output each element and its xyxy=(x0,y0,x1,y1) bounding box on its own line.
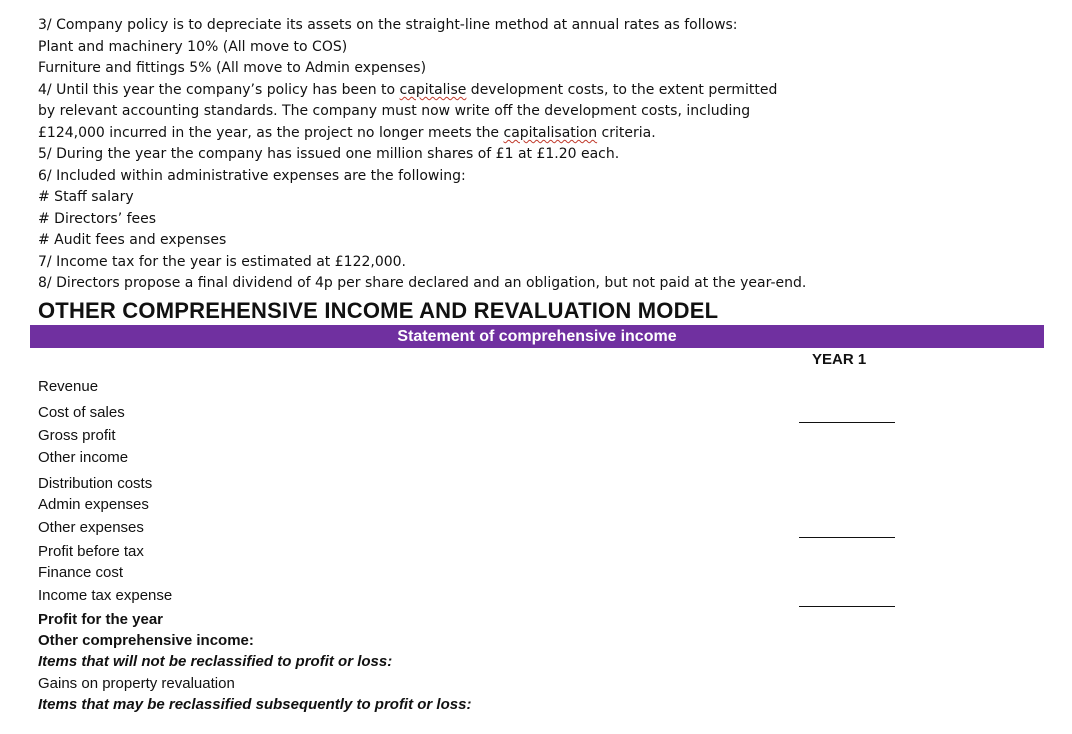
row-cost-of-sales: Cost of sales xyxy=(38,404,125,421)
row-gross-profit: Gross profit xyxy=(38,427,116,444)
subtotal-rule-profit-for-year xyxy=(799,606,895,607)
note-6-staff-salary: # Staff salary xyxy=(38,189,134,205)
row-revenue: Revenue xyxy=(38,378,99,395)
note-4-line-3-before: £124,000 incurred in the year, as the project no longer meets the xyxy=(38,125,504,141)
note-6-audit-fees: # Audit fees and expenses xyxy=(38,232,227,248)
note-6-directors-fees: # Directors’ fees xyxy=(38,211,157,227)
note-8: 8/ Directors propose a final dividend of 4p per share declared and an obligation, but not paid at the year-end. xyxy=(38,275,807,291)
row-other-income: Other income xyxy=(38,449,129,466)
note-4-text-before: 4/ Until this year the company’s policy has been to xyxy=(38,82,400,98)
note-7: 7/ Income tax for the year is estimated at £122,000. xyxy=(38,254,406,270)
note-4-line-3 xyxy=(38,124,656,142)
row-oci-heading: Other comprehensive income: xyxy=(38,632,254,649)
spelling-flag-capitalise[interactable]: capitalise xyxy=(399,82,467,98)
note-3: 3/ Company policy is to depreciate its assets on the straight-line method at annual rates as follows: xyxy=(38,17,738,33)
subtotal-rule-gross-profit xyxy=(799,422,895,423)
subtotal-rule-profit-before-tax xyxy=(799,537,895,538)
note-4-line-3-after: criteria. xyxy=(597,125,656,141)
row-gains-on-revaluation: Gains on property revaluation xyxy=(38,675,235,692)
note-4-line-2: by relevant accounting standards. The company must now write off the development costs, including xyxy=(38,103,751,119)
section-heading: OTHER COMPREHENSIVE INCOME AND REVALUATION MODEL xyxy=(38,298,719,323)
row-admin-expenses: Admin expenses xyxy=(38,496,149,513)
note-4-line-1 xyxy=(38,81,777,99)
row-profit-for-the-year: Profit for the year xyxy=(38,611,164,628)
row-not-reclassified: Items that will not be reclassified to profit or loss: xyxy=(38,653,393,670)
column-header-year-1: YEAR 1 xyxy=(812,351,867,368)
row-may-be-reclassified: Items that may be reclassified subsequently to profit or loss: xyxy=(38,696,472,713)
row-profit-before-tax: Profit before tax xyxy=(38,543,144,560)
statement-title: Statement of comprehensive income xyxy=(397,327,677,345)
note-5: 5/ During the year the company has issued one million shares of £1 at £1.20 each. xyxy=(38,146,620,162)
statement-banner xyxy=(30,325,1044,348)
row-distribution-costs: Distribution costs xyxy=(38,475,153,492)
note-3-furniture: Furniture and fittings 5% (All move to Admin expenses) xyxy=(38,60,427,76)
row-income-tax-expense: Income tax expense xyxy=(38,587,173,604)
row-finance-cost: Finance cost xyxy=(38,564,124,581)
note-3-plant: Plant and machinery 10% (All move to COS) xyxy=(38,39,348,55)
spelling-flag-capitalisation[interactable]: capitalisation xyxy=(503,125,598,141)
note-6: 6/ Included within administrative expenses are the following: xyxy=(38,168,466,184)
note-4-text-after: development costs, to the extent permitted xyxy=(466,82,778,98)
row-other-expenses: Other expenses xyxy=(38,519,144,536)
